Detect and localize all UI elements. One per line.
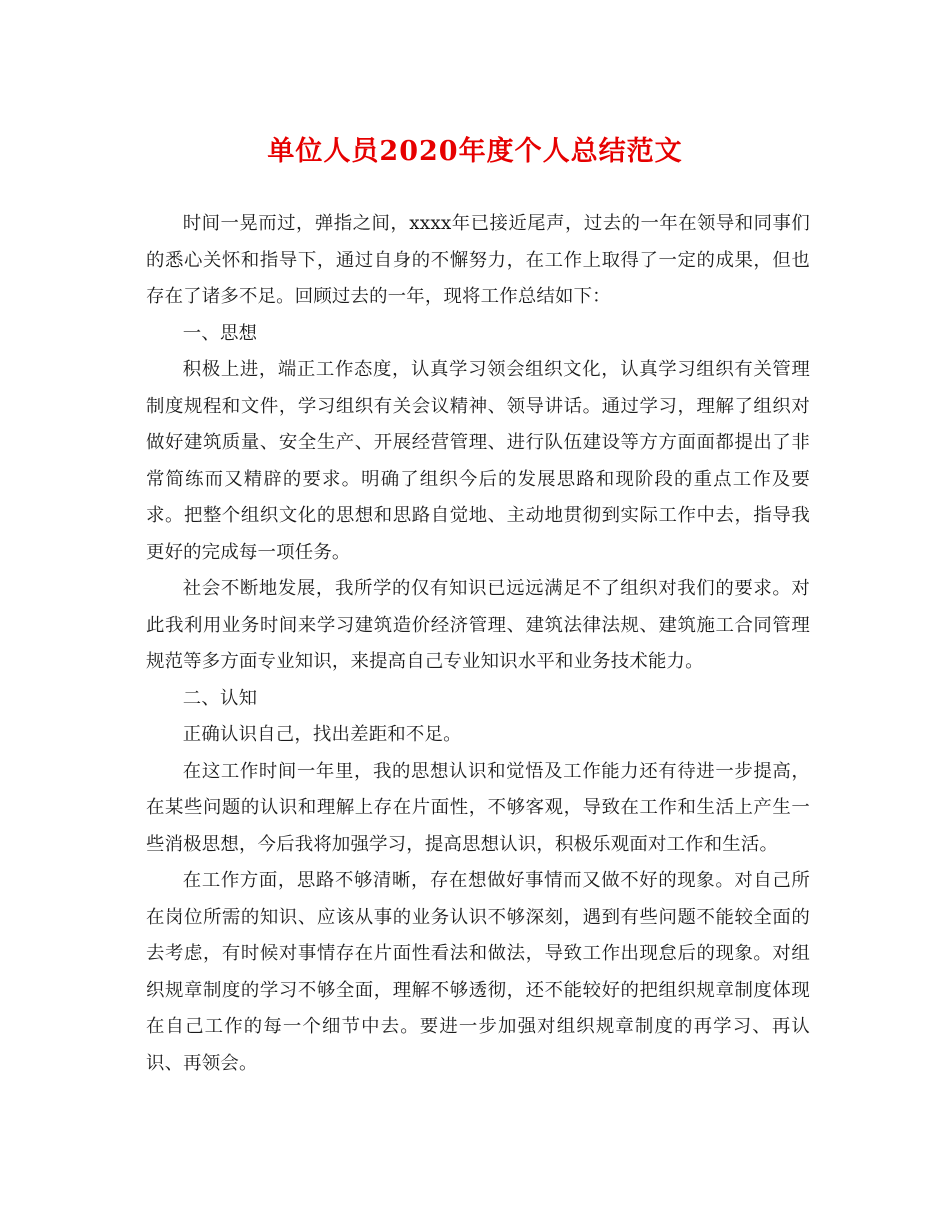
section-heading-cognition: 二、认知: [182, 687, 258, 709]
cognition-paragraph-1: 正确认识自己，找出差距和不足。: [182, 724, 462, 745]
thought-paragraph-1: 积极上进，端正工作态度，认真学习领会组织文化，认真学习组织有关管理制度规程和文件，学习组织有关会议精神、领导讲话。通过学习，理解了组织对做好建筑质量、安全生产、开展经营管理、进行队伍建设等方方面面都提出了非常简练而又精辟的要求。明确了组织今后的发展思路和现阶段的重点工作及要求。把整个组织文化的思想和思路自觉地、主动地贯彻到实际工作中去，指导我更好的完成每一项任务。: [146, 359, 810, 563]
section-heading-thought: 一、思想: [182, 322, 258, 344]
cognition-paragraph-3: 在工作方面，思路不够清晰，存在想做好事情而又做不好的现象。对自己所在岗位所需的知识、应该从事的业务认识不够深刻，遇到有些问题不能较全面的去考虑，有时候对事情存在片面性看法和做法，导致工作出现怠后的现象。对组织规章制度的学习不够全面，理解不够透彻，还不能较好的把组织规章制度体现在自己工作的每一个细节中去。要进一步加强对组织规章制度的再学习、再认识、再领会。: [146, 870, 810, 1074]
document-body: [146, 206, 810, 1082]
thought-paragraph-2: 社会不断地发展，我所学的仅有知识已远远满足不了组织对我们的要求。对此我利用业务时间来学习建筑造价经济管理、建筑法律法规、建筑施工合同管理规范等多方面专业知识，来提高自己专业知识水平和业务技术能力。: [146, 578, 810, 672]
cognition-paragraph-2: 在这工作时间一年里，我的思想认识和觉悟及工作能力还有待进一步提高，在某些问题的认识和理解上存在片面性，不够客观，导致在工作和生活上产生一些消极思想，今后我将加强学习，提高思想认识，积极乐观面对工作和生活。: [146, 760, 810, 855]
intro-paragraph: 时间一晃而过，弹指之间，xxxx年已接近尾声，过去的一年在领导和同事们的悉心关怀和指导下，通过自身的不懈努力，在工作上取得了一定的成果，但也存在了诸多不足。回顾过去的一年，现将工作总结如下：: [146, 213, 810, 307]
document-title: 单位人员2020年度个人总结范文: [267, 136, 683, 167]
